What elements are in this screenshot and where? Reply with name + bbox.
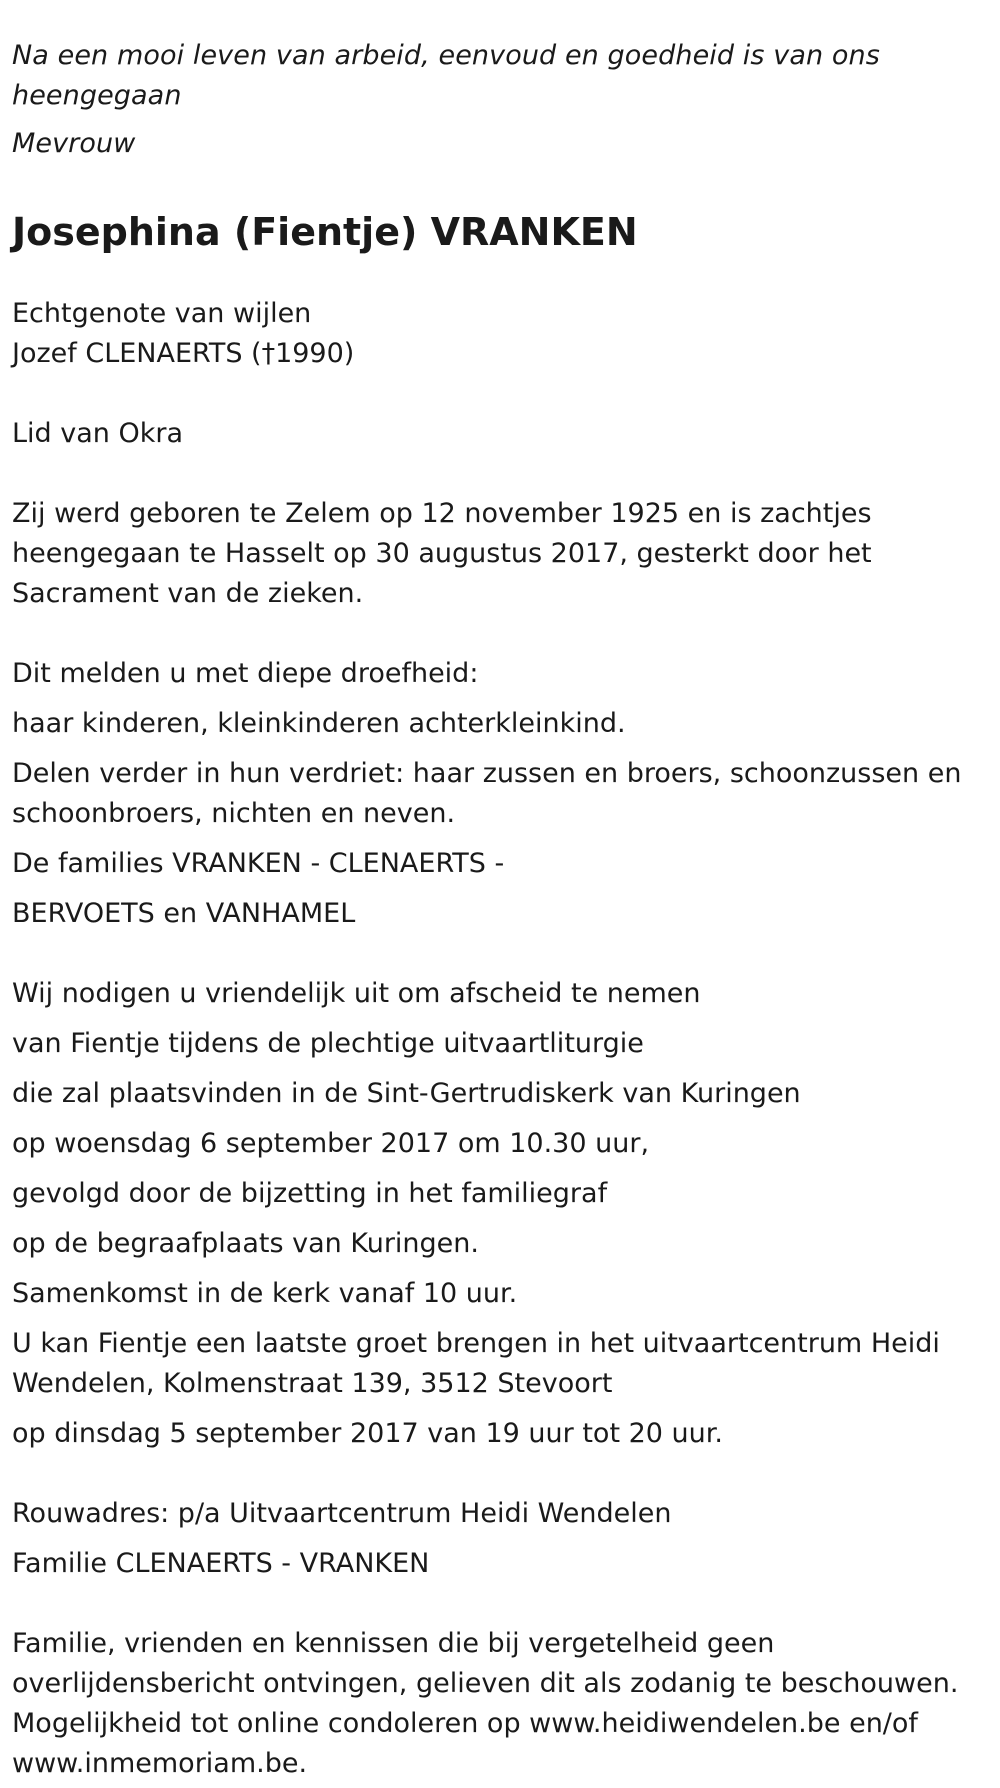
mourners-block bbox=[12, 654, 988, 934]
ceremony-line-9: op dinsdag 5 september 2017 van 19 uur tot 20 uur. bbox=[12, 1418, 723, 1449]
mourners-families-2: BERVOETS en VANHAMEL bbox=[12, 898, 356, 929]
ceremony-line-2: van Fientje tijdens de plechtige uitvaartliturgie bbox=[12, 1028, 644, 1059]
mourners-children: haar kinderen, kleinkinderen achterkleinkind. bbox=[12, 708, 626, 739]
ceremony-line-8: U kan Fientje een laatste groet brengen in het uitvaartcentrum Heidi Wendelen, Kolmenstraat 139, 3512 Stevoort bbox=[12, 1328, 949, 1399]
deceased-name: Josephina (Fientje) VRANKEN bbox=[12, 210, 638, 254]
membership: Lid van Okra bbox=[12, 418, 184, 449]
intro-text: Na een mooi leven van arbeid, eenvoud en goedheid is van ons heengegaan bbox=[12, 40, 880, 111]
ceremony-line-1: Wij nodigen u vriendelijk uit om afscheid te nemen bbox=[12, 978, 701, 1009]
closing-text: Familie, vrienden en kennissen die bij vergetelheid geen overlijdensbericht ontvingen, gelieven dit als zodanig te beschouwen. Mogelijkheid tot online condoleren op www.heidiwendelen.be en/of www.inmemoriam.be. bbox=[12, 1628, 967, 1779]
birth-death-text: Zij werd geboren te Zelem op 12 november 1925 en is zachtjes heengegaan te Hasselt op 30 augustus 2017, gesterkt door het Sacrament van de zieken. bbox=[12, 498, 881, 609]
mourners-heading: Dit melden u met diepe droefheid: bbox=[12, 658, 479, 689]
ceremony-line-7: Samenkomst in de kerk vanaf 10 uur. bbox=[12, 1278, 518, 1309]
intro-salutation: Mevrouw bbox=[12, 128, 136, 159]
address-line-2: Familie CLENAERTS - VRANKEN bbox=[12, 1548, 430, 1579]
address-block bbox=[12, 1494, 988, 1584]
spouse-block bbox=[12, 294, 988, 374]
spouse-line-1: Echtgenote van wijlen bbox=[12, 298, 312, 329]
ceremony-block bbox=[12, 974, 988, 1454]
ceremony-line-3: die zal plaatsvinden in de Sint-Gertrudiskerk van Kuringen bbox=[12, 1078, 801, 1109]
spouse-line-2: Jozef CLENAERTS (†1990) bbox=[12, 338, 355, 369]
mourners-siblings: Delen verder in hun verdriet: haar zussen en broers, schoonzussen en schoonbroers, nichten en neven. bbox=[12, 758, 971, 829]
address-line-1: Rouwadres: p/a Uitvaartcentrum Heidi Wendelen bbox=[12, 1498, 672, 1529]
ceremony-line-4: op woensdag 6 september 2017 om 10.30 uur, bbox=[12, 1128, 650, 1159]
mourners-families-1: De families VRANKEN - CLENAERTS - bbox=[12, 848, 505, 879]
ceremony-line-5: gevolgd door de bijzetting in het familiegraf bbox=[12, 1178, 608, 1209]
ceremony-line-6: op de begraafplaats van Kuringen. bbox=[12, 1228, 479, 1259]
